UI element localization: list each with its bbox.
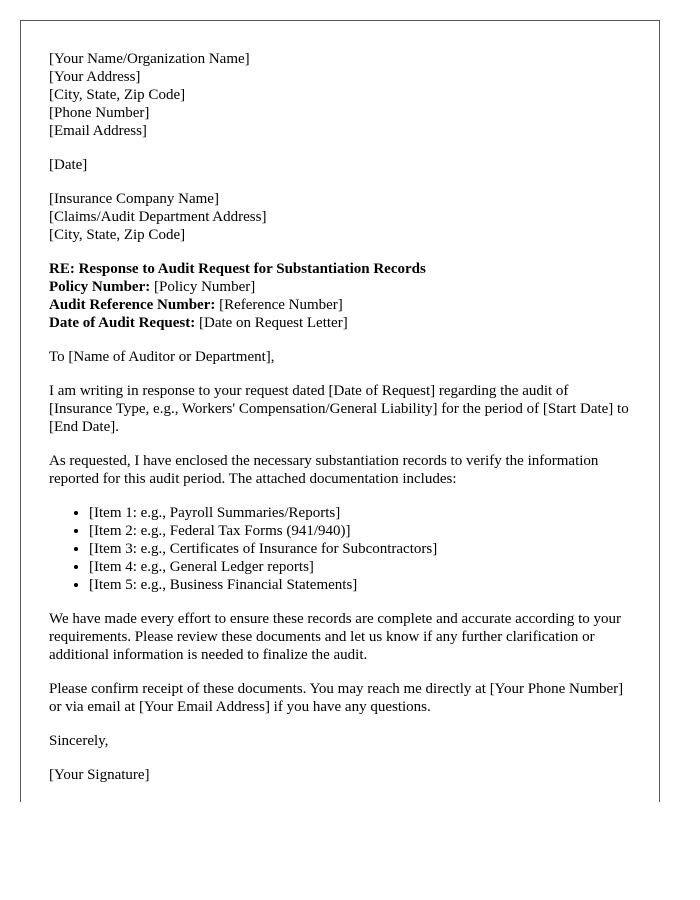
recipient-block	[49, 190, 631, 244]
audit-reference-line	[49, 296, 631, 314]
subject-line: RE: Response to Audit Request for Substantiation Records	[49, 261, 426, 277]
sender-city: [City, State, Zip Code]	[49, 87, 186, 103]
sender-address: [Your Address]	[49, 69, 141, 85]
sender-name: [Your Name/Organization Name]	[49, 51, 250, 67]
recipient-company: [Insurance Company Name]	[49, 191, 219, 207]
recipient-department: [Claims/Audit Department Address]	[49, 209, 267, 225]
audit-reference-value: [Reference Number]	[219, 297, 343, 313]
list-item: • [Item 5: e.g., Business Financial Statements]	[89, 576, 631, 594]
sender-email: [Email Address]	[49, 123, 147, 139]
effort-paragraph: We have made every effort to ensure these records are complete and accurate according to your requirements. Please review these documents and let us know if any further clarification or additional information is needed to finalize the audit.	[49, 611, 621, 663]
recipient-city: [City, State, Zip Code]	[49, 227, 186, 243]
policy-number-label: Policy Number:	[49, 279, 151, 295]
list-item: • [Item 4: e.g., General Ledger reports]	[89, 558, 631, 576]
policy-number-value: [Policy Number]	[153, 279, 256, 295]
signature: [Your Signature]	[49, 767, 150, 783]
date-block	[49, 156, 631, 174]
document-list	[49, 504, 631, 594]
list-item: • [Item 3: e.g., Certificates of Insurance for Subcontractors]	[89, 540, 631, 558]
audit-date-line	[49, 314, 631, 332]
confirm-paragraph: Please confirm receipt of these documents. You may reach me directly at [Your Phone Number] or via email at [Your Email Address] if you have any questions.	[49, 681, 624, 715]
enclosed-paragraph: As requested, I have enclosed the necessary substantiation records to verify the information reported for this audit period. The attached documentation includes:	[49, 453, 599, 487]
salutation: To [Name of Auditor or Department],	[49, 349, 275, 365]
list-item: • [Item 1: e.g., Payroll Summaries/Reports]	[89, 504, 631, 522]
letter-page	[20, 20, 660, 802]
letter-date: [Date]	[49, 157, 88, 173]
sender-block	[49, 50, 631, 140]
audit-date-value: [Date on Request Letter]	[199, 315, 348, 331]
policy-number-line	[49, 278, 631, 296]
closing: Sincerely,	[49, 733, 109, 749]
audit-reference-label: Audit Reference Number:	[49, 297, 216, 313]
audit-date-label: Date of Audit Request:	[49, 315, 196, 331]
intro-paragraph: I am writing in response to your request dated [Date of Request] regarding the audit of [Insurance Type, e.g., Workers' Compensation/General Liability] for the period of [Start Date] to [End Date].	[49, 383, 629, 435]
list-item: • [Item 2: e.g., Federal Tax Forms (941/940)]	[89, 522, 631, 540]
sender-phone: [Phone Number]	[49, 105, 150, 121]
reference-block	[49, 260, 631, 332]
